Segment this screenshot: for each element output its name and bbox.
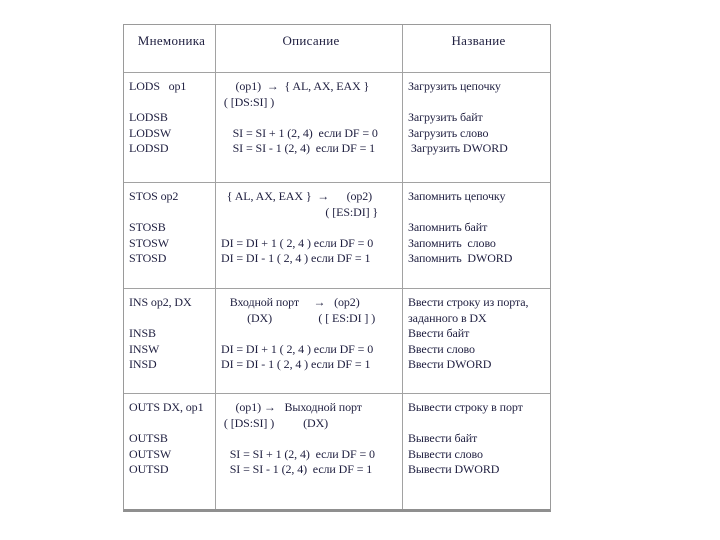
name-line: Загрузить цепочку xyxy=(408,79,501,93)
name-line: Запомнить цепочку xyxy=(408,189,506,203)
description-line: ( [ES:DI] } xyxy=(221,204,379,219)
mnemonic-cell-stos xyxy=(124,183,216,289)
name-line: Вывести слово xyxy=(408,446,483,461)
mnemonic-line xyxy=(129,416,214,432)
name-line: Запомнить байт xyxy=(408,220,488,234)
name-line: Запомнить слово xyxy=(408,235,496,250)
name-line: Вывести строку в порт xyxy=(408,400,523,414)
description-line: (op1) → Выходной порт xyxy=(221,400,362,414)
description-line: (DX) ( [ ES:DI ] ) xyxy=(221,310,376,325)
mnemonic-line: STOSD xyxy=(129,251,167,265)
mnemonic-line: INS op2, DX xyxy=(129,295,192,309)
description-cell-outs xyxy=(216,394,403,509)
mnemonic-line: OUTS DX, op1 xyxy=(129,400,204,414)
name-cell-stos xyxy=(403,183,550,289)
mnemonic-line xyxy=(129,311,214,327)
column-header-name: Название xyxy=(403,25,550,73)
description-line: DI = DI + 1 ( 2, 4 ) если DF = 0 xyxy=(221,235,374,250)
mnemonic-line: LODS op1 xyxy=(129,79,187,93)
mnemonic-line xyxy=(129,205,214,221)
description-line: DI = DI - 1 ( 2, 4 ) если DF = 1 xyxy=(221,251,371,265)
mnemonic-line: STOS op2 xyxy=(129,189,179,203)
mnemonic-cell-ins xyxy=(124,289,216,394)
instruction-table xyxy=(123,24,551,512)
mnemonic-cell-outs xyxy=(124,394,216,509)
mnemonic-line: LODSD xyxy=(129,141,169,155)
description-line: DI = DI + 1 ( 2, 4 ) если DF = 0 xyxy=(221,341,374,356)
name-line: Ввести строку из порта, xyxy=(408,295,529,309)
mnemonic-line: STOSW xyxy=(129,235,169,250)
description-line: SI = SI + 1 (2, 4) если DF = 0 xyxy=(221,446,375,461)
description-cell-lods xyxy=(216,73,403,183)
mnemonic-cell-lods xyxy=(124,73,216,183)
name-line: Загрузить DWORD xyxy=(408,141,508,155)
mnemonic-line: LODSW xyxy=(129,125,172,140)
name-line: Загрузить слово xyxy=(408,125,489,140)
name-line xyxy=(408,205,549,221)
description-line: DI = DI - 1 ( 2, 4 ) если DF = 1 xyxy=(221,357,371,371)
description-line xyxy=(221,431,401,447)
name-cell-outs xyxy=(403,394,550,509)
name-line: Вывести DWORD xyxy=(408,462,500,476)
name-line: Ввести байт xyxy=(408,326,470,340)
name-line xyxy=(408,416,549,432)
mnemonic-line: INSD xyxy=(129,357,157,371)
name-line: Загрузить байт xyxy=(408,110,483,124)
name-line: Вывести байт xyxy=(408,431,478,445)
column-header-mnemonic: Мнемоника xyxy=(124,25,216,73)
mnemonic-line xyxy=(129,95,214,111)
name-line: Ввести DWORD xyxy=(408,357,492,371)
description-line xyxy=(221,110,401,126)
name-line: заданного в DX xyxy=(408,310,487,325)
name-line: Запомнить DWORD xyxy=(408,251,513,265)
description-line xyxy=(221,326,401,342)
mnemonic-line: OUTSB xyxy=(129,431,168,445)
name-line xyxy=(408,95,549,111)
description-cell-ins xyxy=(216,289,403,394)
description-line: { AL, AX, EAX } → (op2) xyxy=(221,189,373,203)
mnemonic-line: OUTSD xyxy=(129,462,169,476)
column-header-description: Описание xyxy=(216,25,403,73)
description-line: SI = SI - 1 (2, 4) если DF = 1 xyxy=(221,462,373,476)
mnemonic-line: INSB xyxy=(129,326,156,340)
mnemonic-line: OUTSW xyxy=(129,446,172,461)
name-line: Ввести слово xyxy=(408,341,475,356)
mnemonic-line: STOSB xyxy=(129,220,166,234)
description-line xyxy=(221,220,401,236)
description-line: SI = SI + 1 (2, 4) если DF = 0 xyxy=(221,125,378,140)
description-line: ( [DS:SI] ) xyxy=(221,94,275,109)
description-line: ( [DS:SI] ) (DX) xyxy=(221,415,329,430)
description-line: Входной порт → (op2) xyxy=(221,295,360,309)
name-cell-lods xyxy=(403,73,550,183)
description-line: (op1) → { AL, AX, EAX } xyxy=(221,79,370,93)
description-line: SI = SI - 1 (2, 4) если DF = 1 xyxy=(221,141,376,155)
name-cell-ins xyxy=(403,289,550,394)
mnemonic-line: LODSB xyxy=(129,110,168,124)
description-cell-stos xyxy=(216,183,403,289)
mnemonic-line: INSW xyxy=(129,341,160,356)
